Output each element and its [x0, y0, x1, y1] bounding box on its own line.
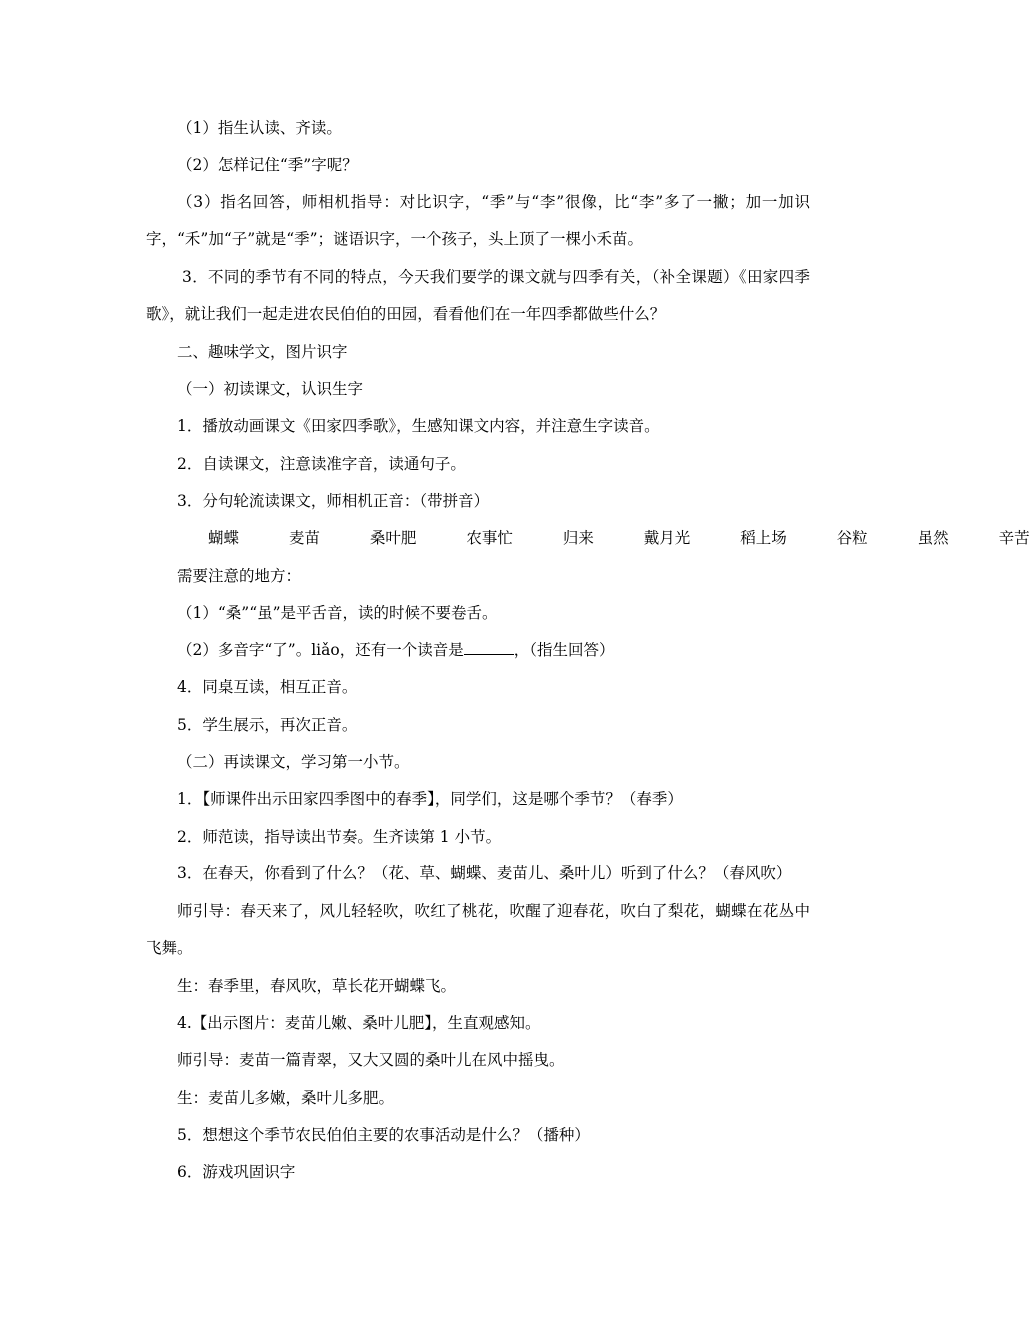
vocabulary-row — [146, 528, 1030, 548]
text-line: （2）怎样记住“季”字呢？ — [177, 156, 358, 175]
text-line: （1）“桑”“虽”是平舌音，读的时候不要卷舌。 — [177, 603, 498, 622]
vocab-word: 辛苦 — [998, 529, 1030, 548]
text-line: 1．播放动画课文《田家四季歌》，生感知课文内容，并注意生字读音。 — [177, 417, 660, 436]
text-line: 2．师范读，指导读出节奏。生齐读第 1 小节。 — [177, 827, 502, 846]
text-fragment: （2）多音字“了”。liǎo，还有一个读音是 — [177, 641, 464, 660]
text-line: 3．分句轮流读课文，师相机正音：（带拼音） — [177, 491, 490, 510]
text-line: （1）指生认读、齐读。 — [177, 119, 342, 137]
vocab-word: 蝴蝶 — [208, 529, 240, 548]
text-line: 需要注意的地方： — [177, 566, 302, 585]
text-line — [146, 640, 810, 660]
vocab-word: 谷粒 — [836, 529, 868, 548]
text-line: 生：麦苗儿多嫩，桑叶儿多肥。 — [177, 1088, 395, 1107]
text-fragment: ，（指生回答） — [513, 641, 615, 660]
text-paragraph: 3．不同的季节有不同的特点，今天我们要学的课文就与四季有关，（补全课题）《田家四季歌》，就让我们一起走进农民伯伯的田园，看看他们在一年四季都做些什么？ — [146, 267, 810, 323]
text-paragraph: 3．在春天，你看到了什么？（花、草、蝴蝶、麦苗儿、桑叶儿）听到了什么？（春风吹） — [177, 864, 792, 883]
vocab-word: 归来 — [562, 529, 594, 548]
text-line: 2．自读课文，注意读准字音，读通句子。 — [177, 454, 466, 473]
text-line: 4.【出示图片：麦苗儿嫩、桑叶儿肥】，生直观感知。 — [177, 1014, 541, 1033]
text-paragraph: （3）指名回答，师相机指导：对比识字，“季”与“李”很像，比“李”多了一撇；加一加识字，“禾”加“子”就是“季”；谜语识字，一个孩子，头上顶了一棵小禾苗。 — [146, 192, 810, 249]
subsection-heading: （二）再读课文，学习第一小节。 — [177, 753, 410, 772]
text-line: 师引导：麦苗一篇青翠，又大又圆的桑叶儿在风中摇曳。 — [177, 1051, 565, 1070]
text-line: 生：春季里，春风吹，草长花开蝴蝶飞。 — [177, 976, 457, 995]
vocab-word: 戴月光 — [643, 529, 691, 548]
document-page — [146, 118, 1030, 1200]
vocab-word: 麦苗 — [288, 529, 320, 548]
fill-in-blank — [464, 640, 514, 655]
text-line: 5．学生展示，再次正音。 — [177, 715, 358, 734]
vocab-word: 农事忙 — [466, 529, 513, 548]
text-line: 6．游戏巩固识字 — [177, 1163, 296, 1182]
vocab-word: 虽然 — [917, 529, 949, 548]
text-paragraph: 师引导：春天来了，风儿轻轻吹，吹红了桃花，吹醒了迎春花，吹白了梨花，蝴蝶在花丛中飞舞。 — [146, 901, 810, 957]
vocab-word: 稻上场 — [740, 529, 787, 548]
subsection-heading: （一）初读课文，认识生字 — [177, 380, 364, 399]
text-line: 4．同桌互读，相互正音。 — [177, 678, 358, 697]
text-line: 5．想想这个季节农民伯伯主要的农事活动是什么？（播种） — [177, 1126, 590, 1145]
vocab-word: 桑叶肥 — [369, 529, 417, 548]
section-heading: 二、趣味学文，图片识字 — [177, 342, 348, 361]
text-line: 1．【师课件出示田家四季图中的春季】，同学们，这是哪个季节？（春季） — [177, 790, 683, 809]
